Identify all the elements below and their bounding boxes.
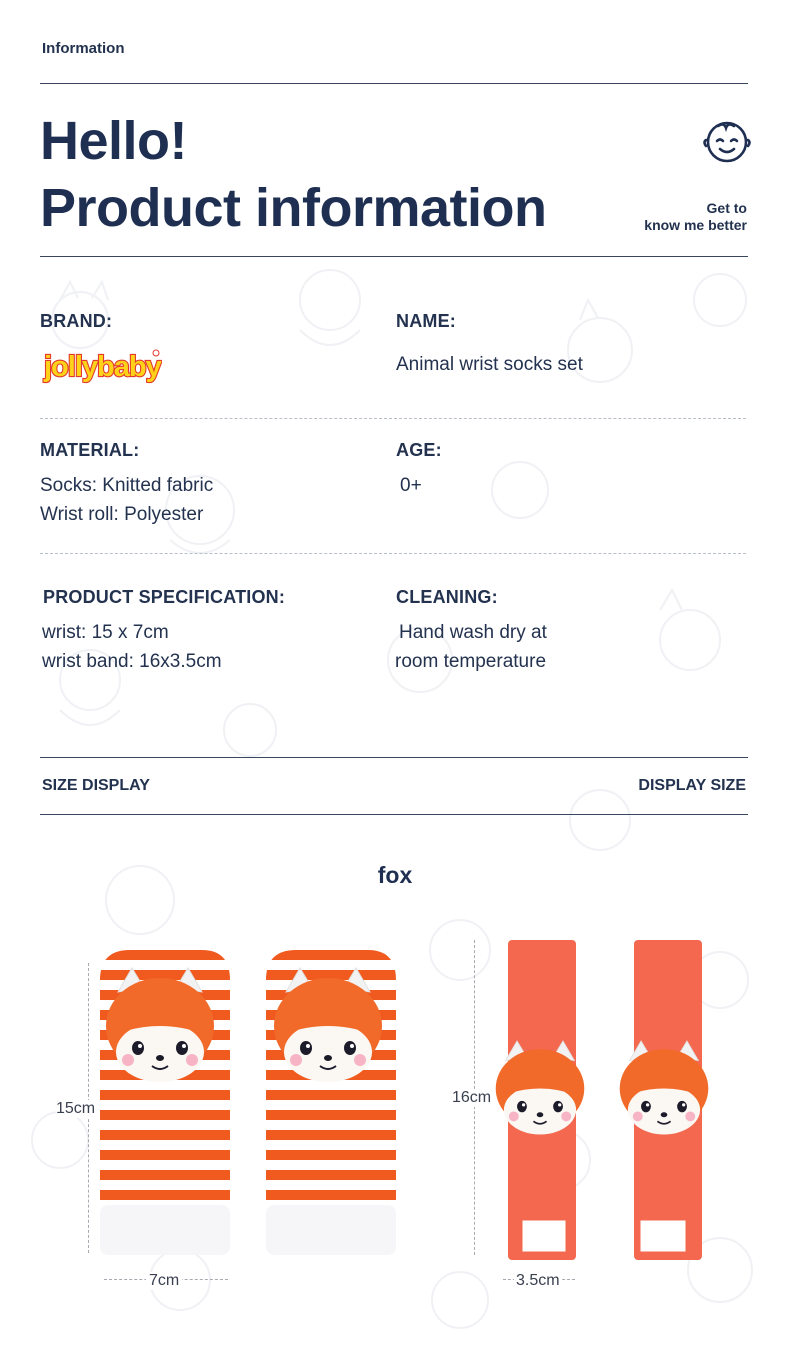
band-height-label: 16cm: [452, 1089, 492, 1106]
divider: [40, 256, 748, 257]
tagline-line1: Get to: [706, 200, 747, 216]
page-title: Hello!: [40, 111, 188, 171]
section-label: Information: [42, 40, 125, 57]
size-display-label: SIZE DISPLAY: [42, 777, 150, 794]
material-label: MATERIAL:: [40, 440, 140, 460]
band-width-label: 3.5cm: [516, 1272, 560, 1289]
svg-text:jollybaby: jollybaby: [44, 351, 161, 383]
tagline-line2: know me better: [644, 217, 747, 233]
dashed-divider: [40, 418, 746, 419]
wrist-band-left: [496, 940, 585, 1260]
wrist-band-right: [620, 940, 709, 1260]
divider: [40, 83, 748, 84]
material-line1: Socks: Knitted fabric: [40, 475, 214, 496]
product-photo: [0, 930, 790, 1270]
cleaning-line1: Hand wash dry at: [399, 622, 547, 643]
dashed-divider: [40, 553, 746, 554]
spec-line1: wrist: 15 x 7cm: [42, 622, 169, 643]
name-value: Animal wrist socks set: [396, 354, 583, 375]
spec-line2: wrist band: 16x3.5cm: [42, 651, 222, 672]
cleaning-label: CLEANING:: [396, 587, 498, 607]
divider: [40, 814, 748, 815]
age-value: 0+: [400, 475, 422, 496]
product-name: fox: [377, 862, 413, 888]
divider: [40, 757, 748, 758]
spec-label: PRODUCT SPECIFICATION:: [43, 587, 286, 607]
page-subtitle: Product information: [40, 178, 547, 238]
sock-left: [100, 950, 230, 1255]
sock-width-label: 7cm: [146, 1272, 182, 1290]
material-line2: Wrist roll: Polyester: [40, 504, 204, 525]
display-size-label: DISPLAY SIZE: [638, 777, 746, 794]
baby-face-icon: [702, 120, 752, 166]
cleaning-line2: room temperature: [395, 651, 547, 672]
brand-logo: [42, 343, 162, 390]
age-label: AGE:: [396, 440, 442, 460]
name-label: NAME:: [396, 311, 456, 331]
brand-label: BRAND:: [40, 311, 113, 331]
sock-right: [266, 950, 396, 1255]
sock-height-label: 15cm: [56, 1100, 96, 1117]
